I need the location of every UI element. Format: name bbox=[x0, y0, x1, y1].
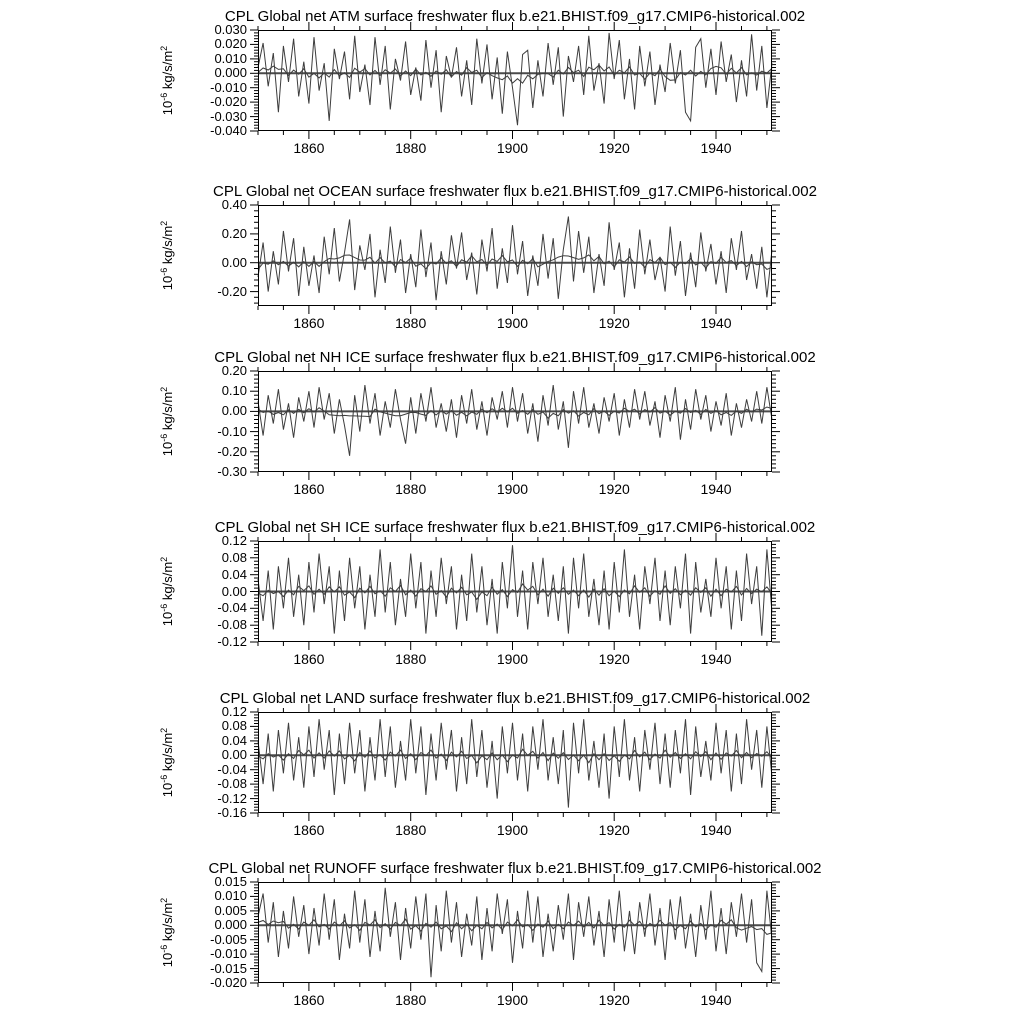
y-tick-label: 0.00 bbox=[221, 254, 247, 270]
panel-title: CPL Global net ATM surface freshwater flux b.e21.BHIST.f09_g17.CMIP6-historical.002 bbox=[224, 8, 806, 25]
panel-title: CPL Global net LAND surface freshwater flux b.e21.BHIST.f09_g17.CMIP6-historical.002 bbox=[219, 690, 811, 707]
y-axis-unit-label: $10^{-6}$ $kg/s/m^2$ bbox=[159, 897, 176, 968]
x-tick-label: 1920 bbox=[598, 992, 630, 1008]
x-tick-label: 1860 bbox=[293, 822, 325, 838]
y-axis-unit-label: $10^{-6}$ $kg/s/m^2$ bbox=[159, 556, 176, 627]
x-tick-label: 1900 bbox=[496, 140, 529, 156]
y-tick-label: 0.005 bbox=[214, 902, 247, 918]
y-tick-label: -0.20 bbox=[217, 443, 247, 459]
y-tick-label: 0.000 bbox=[214, 65, 247, 81]
x-tick-label: 1880 bbox=[395, 315, 427, 331]
y-tick-label: -0.04 bbox=[217, 761, 247, 777]
x-tick-label: 1900 bbox=[496, 481, 529, 497]
y-tick-label: -0.040 bbox=[210, 123, 247, 138]
x-tick-label: 1880 bbox=[395, 651, 427, 667]
y-tick-label: 0.04 bbox=[221, 732, 247, 748]
annual-series-line bbox=[258, 719, 772, 807]
x-tick-label: 1940 bbox=[700, 822, 732, 838]
plot-svg bbox=[258, 205, 772, 306]
x-tick-label: 1900 bbox=[496, 315, 529, 331]
panel-land bbox=[0, 690, 1024, 856]
plot-area bbox=[258, 712, 772, 813]
annual-series-line bbox=[258, 888, 772, 977]
y-tick-label: -0.04 bbox=[217, 600, 247, 616]
plot-area bbox=[258, 882, 772, 983]
panel-title: CPL Global net RUNOFF surface freshwater flux b.e21.BHIST.f09_g17.CMIP6-historical.002 bbox=[208, 860, 822, 877]
panel-title: CPL Global net OCEAN surface freshwater flux b.e21.BHIST.f09_g17.CMIP6-historical.002 bbox=[213, 183, 817, 200]
x-tick-label: 1880 bbox=[395, 822, 427, 838]
x-tick-label: 1940 bbox=[700, 481, 732, 497]
plot-area bbox=[258, 371, 772, 472]
y-tick-label: 0.030 bbox=[214, 22, 247, 37]
y-tick-label: 0.10 bbox=[221, 383, 247, 399]
plot-border bbox=[259, 713, 772, 813]
panel-title: CPL Global net SH ICE surface freshwater flux b.e21.BHIST.f09_g17.CMIP6-historical.002 bbox=[214, 519, 816, 536]
y-tick-label: 0.20 bbox=[221, 363, 247, 378]
annual-series-line bbox=[258, 385, 772, 456]
x-tick-label: 1920 bbox=[598, 315, 630, 331]
panel-nh-ice bbox=[0, 349, 1024, 515]
x-tick-label: 1860 bbox=[293, 651, 325, 667]
y-tick-label: 0.08 bbox=[221, 718, 247, 734]
y-tick-label: 0.04 bbox=[221, 566, 247, 582]
x-tick-label: 1920 bbox=[598, 822, 630, 838]
y-tick-label: -0.12 bbox=[217, 634, 247, 649]
y-axis-unit-label: $10^{-6}$ $kg/s/m^2$ bbox=[159, 220, 176, 291]
y-tick-label: 0.20 bbox=[221, 225, 247, 241]
x-tick-label: 1880 bbox=[395, 481, 427, 497]
x-tick-label: 1920 bbox=[598, 481, 630, 497]
panel-sh-ice bbox=[0, 519, 1024, 685]
y-tick-label: -0.030 bbox=[210, 108, 247, 124]
y-tick-label: -0.005 bbox=[210, 931, 247, 947]
y-axis-unit-label: $10^{-6}$ $kg/s/m^2$ bbox=[159, 45, 176, 116]
y-tick-label: 0.12 bbox=[221, 704, 247, 719]
x-tick-label: 1860 bbox=[293, 140, 325, 156]
x-tick-label: 1940 bbox=[700, 140, 732, 156]
plot-svg bbox=[258, 712, 772, 813]
x-tick-label: 1940 bbox=[700, 651, 732, 667]
running-mean-line bbox=[258, 407, 772, 418]
x-tick-label: 1940 bbox=[700, 992, 732, 1008]
x-tick-label: 1900 bbox=[496, 651, 529, 667]
plot-svg bbox=[258, 371, 772, 472]
y-tick-label: 0.020 bbox=[214, 36, 247, 52]
y-tick-label: -0.20 bbox=[217, 283, 247, 299]
x-tick-label: 1860 bbox=[293, 315, 325, 331]
plot-area bbox=[258, 541, 772, 642]
y-tick-label: -0.08 bbox=[217, 776, 247, 792]
annual-series-line bbox=[258, 33, 772, 125]
x-tick-label: 1880 bbox=[395, 992, 427, 1008]
plot-svg bbox=[258, 882, 772, 983]
panel-atm bbox=[0, 8, 1024, 174]
x-tick-label: 1900 bbox=[496, 992, 529, 1008]
panel-runoff bbox=[0, 860, 1024, 1024]
y-tick-label: -0.010 bbox=[210, 946, 247, 962]
x-tick-label: 1940 bbox=[700, 315, 732, 331]
x-tick-label: 1880 bbox=[395, 140, 427, 156]
x-tick-label: 1860 bbox=[293, 481, 325, 497]
y-tick-label: 0.40 bbox=[221, 197, 247, 212]
plot-svg bbox=[258, 541, 772, 642]
y-tick-label: -0.020 bbox=[210, 975, 247, 990]
plot-area bbox=[258, 30, 772, 131]
y-tick-label: 0.08 bbox=[221, 549, 247, 565]
y-axis-unit-label: $10^{-6}$ $kg/s/m^2$ bbox=[159, 386, 176, 457]
y-tick-label: -0.010 bbox=[210, 79, 247, 95]
y-tick-label: 0.12 bbox=[221, 533, 247, 548]
y-tick-label: -0.10 bbox=[217, 423, 247, 439]
y-tick-label: 0.00 bbox=[221, 583, 247, 599]
y-tick-label: -0.015 bbox=[210, 960, 247, 976]
panel-title: CPL Global net NH ICE surface freshwater flux b.e21.BHIST.f09_g17.CMIP6-historical.002 bbox=[214, 349, 816, 366]
y-axis-unit-label: $10^{-6}$ $kg/s/m^2$ bbox=[159, 727, 176, 798]
x-tick-label: 1920 bbox=[598, 651, 630, 667]
y-tick-label: -0.16 bbox=[217, 805, 247, 820]
x-tick-label: 1860 bbox=[293, 992, 325, 1008]
x-tick-label: 1900 bbox=[496, 822, 529, 838]
plot-area bbox=[258, 205, 772, 306]
y-tick-label: -0.020 bbox=[210, 94, 247, 110]
y-tick-label: 0.015 bbox=[214, 874, 247, 889]
y-tick-label: 0.010 bbox=[214, 50, 247, 66]
y-tick-label: 0.00 bbox=[221, 403, 247, 419]
y-tick-label: 0.010 bbox=[214, 888, 247, 904]
plot-border bbox=[259, 206, 772, 306]
plot-svg bbox=[258, 30, 772, 131]
y-tick-label: 0.00 bbox=[221, 747, 247, 763]
panel-ocean bbox=[0, 183, 1024, 349]
y-tick-label: -0.08 bbox=[217, 617, 247, 633]
y-tick-label: -0.12 bbox=[217, 790, 247, 806]
x-tick-label: 1920 bbox=[598, 140, 630, 156]
y-tick-label: -0.30 bbox=[217, 464, 247, 479]
y-tick-label: 0.000 bbox=[214, 917, 247, 933]
plot-border bbox=[259, 372, 772, 472]
